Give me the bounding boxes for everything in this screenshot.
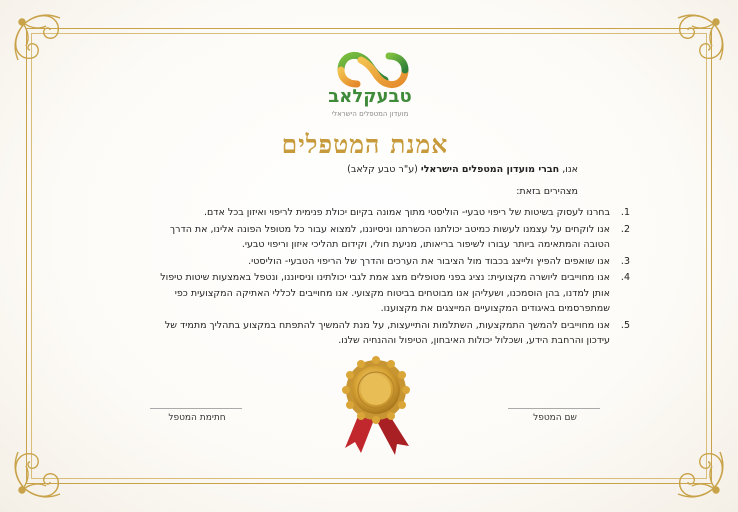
intro-suffix: (ע"ר טבע קלאב)	[347, 164, 421, 175]
item-number: 5.	[620, 319, 630, 331]
intro-bold: חברי מועדון המטפלים הישראלי	[420, 164, 560, 175]
list-item	[150, 222, 630, 253]
item-text: אנו מחוייבים להמשך התמקצעות, השתלמות והתייעצות, על מנת להמשיך להתפתח במקצוע בתהליך מתמיד של עידכון והרחבת הידע, ושכלול יכולות האיבחון, הטיפול וההנחיה שלנו.	[164, 319, 610, 346]
brand-subtitle: מועדון המטפלים הישראלי	[331, 110, 409, 118]
signature-line-right	[508, 408, 600, 409]
item-text: אנו לוקחים על עצמנו לעשות כמיטב יכולתנו הכשרתנו וניסיוננו, למצוא עבור כל מטופל הפונה אלינו, את הדרך הטובה והמתאימה ביותר עבורו לשיפור בריאותו, מניעת חולי, וקידום תהליכי איזון וריפוי טבעי.	[170, 223, 610, 250]
name-label: שם המטפל	[533, 413, 577, 423]
declaration-heading: מצהירים בזאת:	[516, 186, 578, 197]
corner-ornament-icon	[0, 0, 80, 80]
award-seal-icon	[333, 356, 419, 456]
signature-label: חתימת המטפל	[168, 413, 226, 423]
intro-line	[98, 164, 578, 175]
intro-prefix: אנו,	[559, 164, 578, 175]
pledge-list	[150, 205, 630, 350]
item-number: 4.	[620, 272, 630, 283]
list-item	[150, 205, 630, 221]
item-number: 2.	[620, 223, 630, 235]
list-item	[150, 318, 630, 349]
item-text: בחרנו לעסוק בשיטות של ריפוי טבעי- הוליסטי מתוך אמונה בקיום יכולת פנימית לריפוי ואיזון בכל אדם.	[203, 207, 610, 218]
list-item	[150, 254, 630, 270]
item-number: 3.	[620, 255, 630, 267]
signature-line-left	[150, 408, 242, 409]
brand-name: טבעקלאב	[328, 86, 412, 107]
item-number: 1.	[620, 207, 630, 218]
corner-ornament-icon	[658, 0, 738, 80]
document-title: אמנת המטפלים	[281, 130, 449, 159]
item-text: אנו שואפים להפיץ ולייצג בכבוד מול הציבור את הערכים והדרך של הריפוי הטבעי- הוליסטי.	[248, 255, 610, 267]
corner-ornament-icon	[658, 432, 738, 512]
list-item	[150, 270, 630, 317]
corner-ornament-icon	[0, 432, 80, 512]
item-text: אנו מחוייבים ליושרה מקצועית: נציג בפני מטופלים מצג אמת לגבי יכולתינו וניסיוננו, ונטפל באמצעות שיטות טיפול אותן למדנו, בהן הוסמכנו, ושעליהן אנו מבוטחים בביטוח מקצועי. אנו מחוייבים לכללי האתיקה המקצועית כפי שמתפרסמים באיגודים המקצועיים המייצגים את מקצוענו.	[160, 272, 610, 314]
